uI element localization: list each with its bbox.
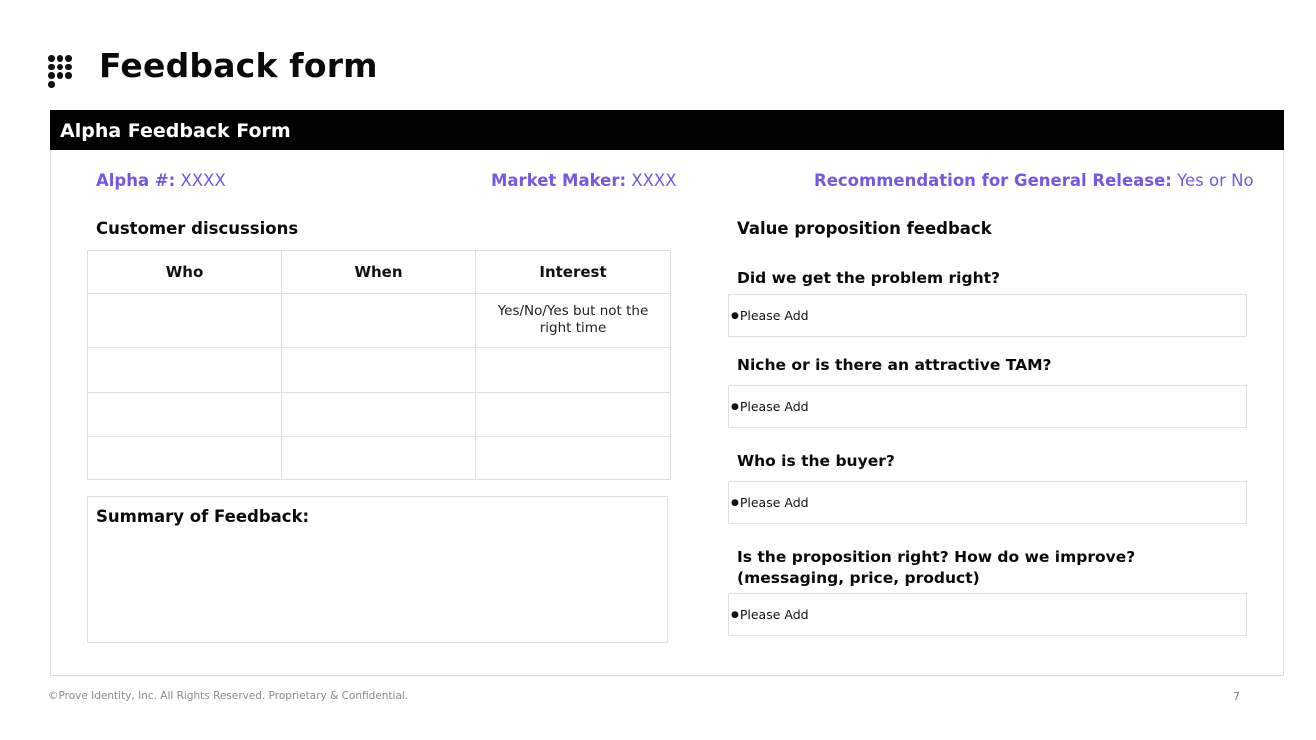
alpha-number-value: XXXX xyxy=(175,171,226,190)
bullet-icon: ● xyxy=(731,497,739,508)
question-label-proposition: Is the proposition right? How do we improve? (messaging, price, product) xyxy=(737,548,1136,587)
column-header-who: Who xyxy=(88,251,282,294)
recommendation-label: Recommendation for General Release: xyxy=(814,171,1172,190)
cell-when[interactable] xyxy=(282,294,476,348)
bullet-icon: ● xyxy=(731,609,739,620)
answer-text: Please Add xyxy=(739,308,809,323)
question-label-tam: Niche or is there an attractive TAM? xyxy=(737,356,1052,374)
question-label-problem: Did we get the problem right? xyxy=(737,269,1001,287)
cell-who[interactable] xyxy=(88,294,282,348)
form-header-title: Alpha Feedback Form xyxy=(60,120,291,142)
market-maker-value: XXXX xyxy=(626,171,677,190)
summary-label: Summary of Feedback: xyxy=(96,507,310,526)
market-maker-field[interactable] xyxy=(491,171,677,190)
bullet-icon: ● xyxy=(731,401,739,412)
alpha-number-label: Alpha #: xyxy=(96,171,176,190)
cell-who[interactable] xyxy=(88,348,282,393)
recommendation-field[interactable] xyxy=(814,171,1254,190)
answer-text: Please Add xyxy=(739,607,809,622)
column-header-when: When xyxy=(282,251,476,294)
customer-discussions-title: Customer discussions xyxy=(96,219,299,238)
page-number: 7 xyxy=(1233,690,1240,703)
cell-interest[interactable]: Yes/No/Yes but not the right time xyxy=(476,294,671,348)
cell-when[interactable] xyxy=(282,348,476,393)
cell-interest[interactable] xyxy=(476,393,671,437)
cell-interest[interactable] xyxy=(476,437,671,480)
alpha-number-field[interactable] xyxy=(96,171,226,190)
table-header-row xyxy=(88,251,671,294)
table-row xyxy=(88,294,671,348)
value-proposition-title: Value proposition feedback xyxy=(737,219,992,238)
column-header-interest: Interest xyxy=(476,251,671,294)
recommendation-value: Yes or No xyxy=(1171,171,1254,190)
page-title: Feedback form xyxy=(99,46,378,85)
cell-when[interactable] xyxy=(282,437,476,480)
cell-when[interactable] xyxy=(282,393,476,437)
dot-grid-logo-icon xyxy=(48,55,76,91)
question-label-buyer: Who is the buyer? xyxy=(737,452,895,470)
table-row xyxy=(88,393,671,437)
answer-box-tam[interactable] xyxy=(728,385,1247,428)
customer-discussions-table xyxy=(87,250,671,480)
table-row xyxy=(88,348,671,393)
answer-text: Please Add xyxy=(739,495,809,510)
table-row xyxy=(88,437,671,480)
answer-text: Please Add xyxy=(739,399,809,414)
cell-interest[interactable] xyxy=(476,348,671,393)
cell-who[interactable] xyxy=(88,437,282,480)
answer-box-problem[interactable] xyxy=(728,294,1247,337)
answer-box-buyer[interactable] xyxy=(728,481,1247,524)
footer-copyright: ©Prove Identity, Inc. All Rights Reserved. Proprietary & Confidential. xyxy=(48,690,409,702)
bullet-icon: ● xyxy=(731,310,739,321)
cell-who[interactable] xyxy=(88,393,282,437)
answer-box-proposition[interactable] xyxy=(728,593,1247,636)
market-maker-label: Market Maker: xyxy=(491,171,627,190)
